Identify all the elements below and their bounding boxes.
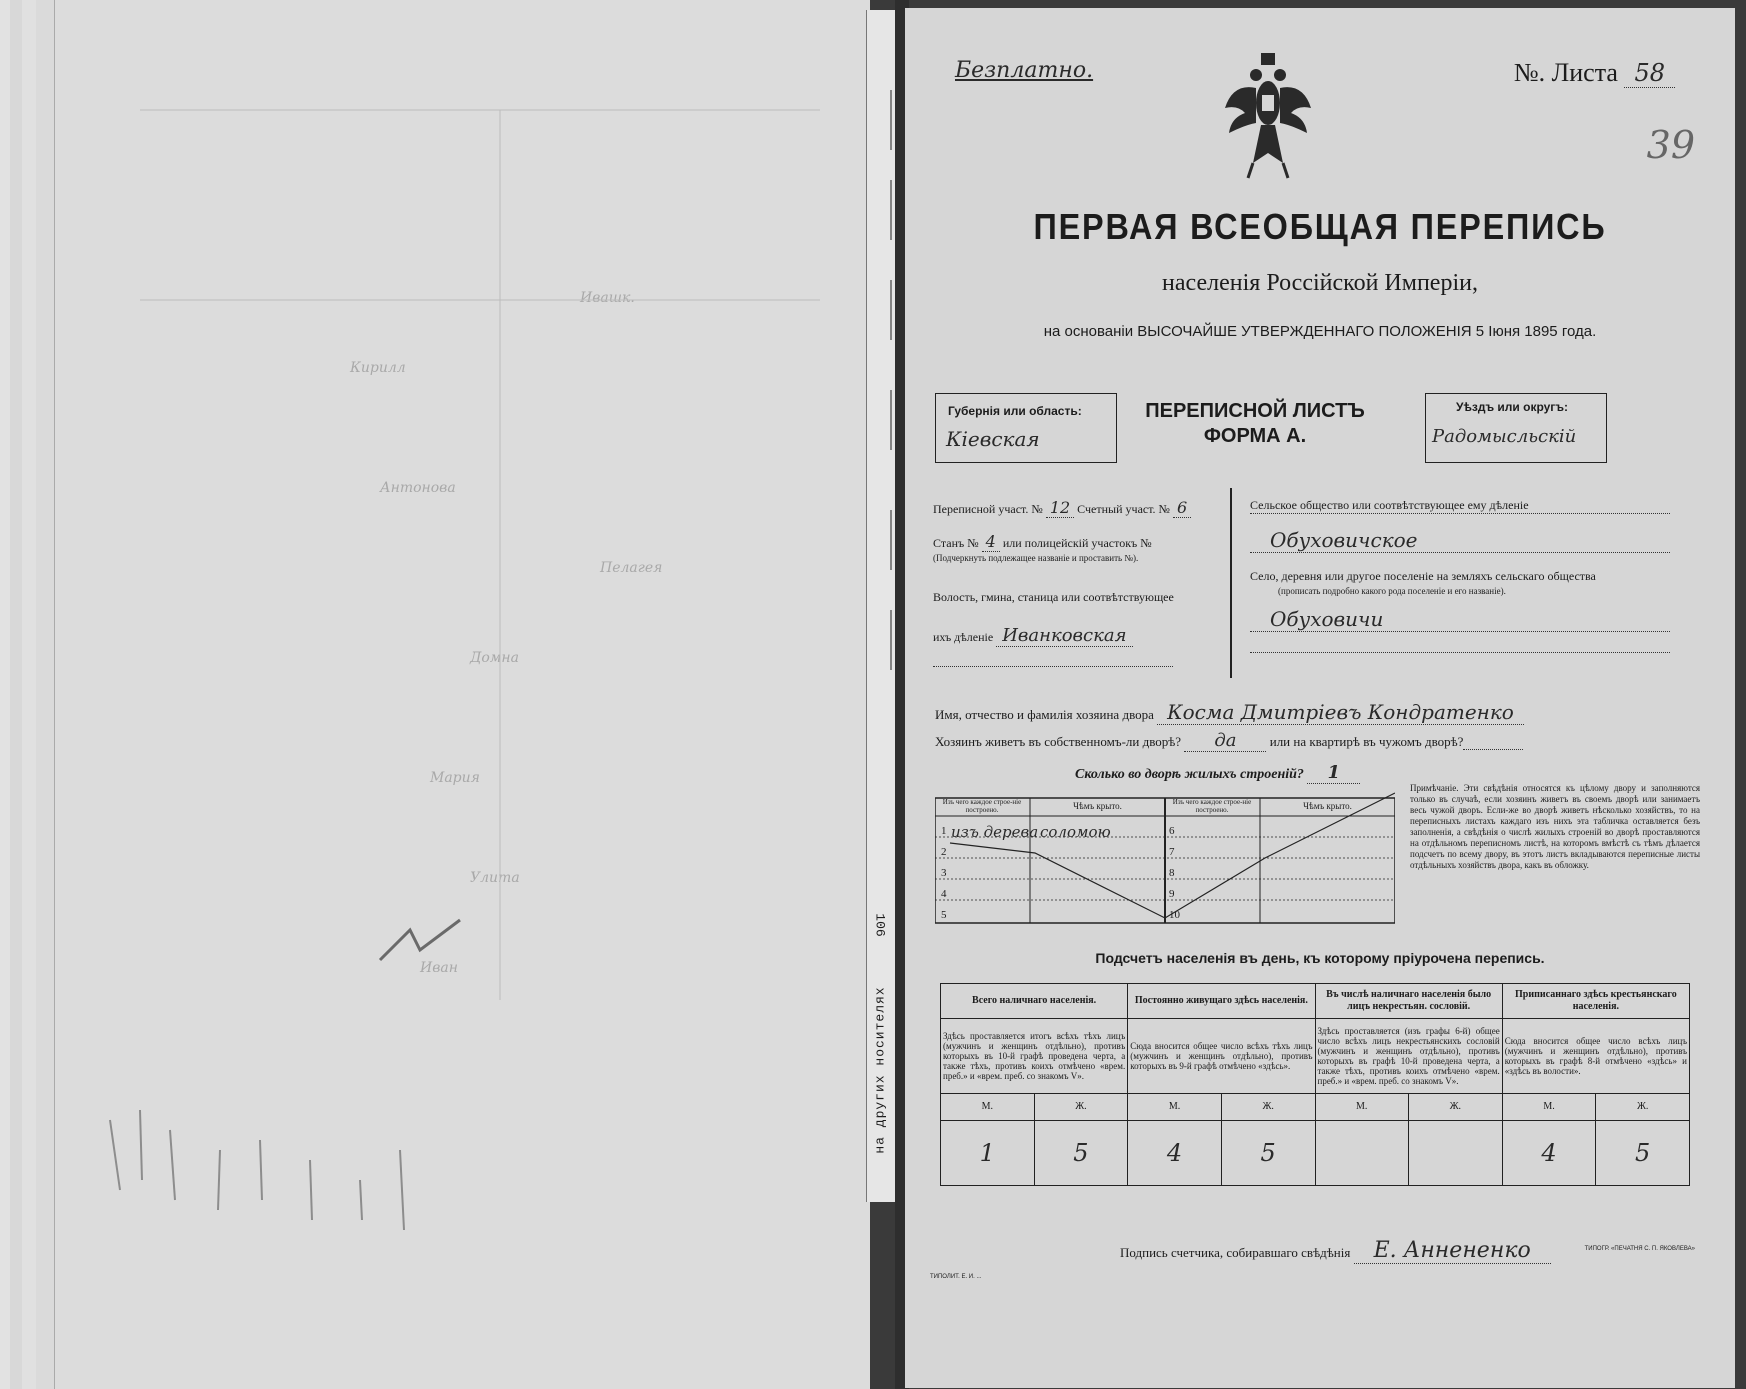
male-count: 4 bbox=[1128, 1121, 1222, 1186]
district-box bbox=[1425, 393, 1607, 463]
owner-name-value: Косма Дмитріевъ Кондратенко bbox=[1157, 700, 1524, 725]
page-edge bbox=[36, 0, 55, 1389]
printer-mark-right: ТИПОГР. «ПЕЧАТНЯ С. П. ЯКОВЛЕВА» bbox=[1584, 1246, 1695, 1252]
col-title: Приписаннаго здѣсь крестьянскаго населенія. bbox=[1502, 984, 1689, 1019]
printer-mark-left: ТИПОЛИТ. Е. И. ... bbox=[930, 1274, 982, 1280]
row-number: 3 bbox=[941, 867, 947, 879]
male-header: М. bbox=[1502, 1094, 1596, 1121]
signature-label: Подпись счетчика, собиравшаго свѣдѣнія bbox=[1120, 1245, 1351, 1260]
volost-label2: ихъ дѣленіе bbox=[933, 630, 994, 644]
stan-label: Станъ № bbox=[933, 536, 979, 550]
buildings-col2-header: Чѣмъ крыто. bbox=[1073, 801, 1122, 811]
district-value: Радомысльскій bbox=[1432, 426, 1577, 447]
bleed-text: Улита bbox=[470, 870, 520, 886]
bleed-text: Домна bbox=[470, 650, 519, 666]
page-subtitle: населенія Россійской Имперіи, bbox=[1162, 270, 1478, 296]
buildings-count-value: 1 bbox=[1307, 762, 1360, 784]
volost-label: Волость, гмина, станица или соотвѣтствующее bbox=[933, 590, 1174, 604]
field-note: (Подчеркнуть подлежащее названіе и проставить №). bbox=[933, 553, 1139, 563]
perepisnoy-label: Переписной участ. № bbox=[933, 502, 1043, 516]
strip-number bbox=[866, 900, 894, 950]
left-fields bbox=[933, 498, 1198, 667]
male-header: М. bbox=[1128, 1094, 1222, 1121]
page-edge bbox=[22, 0, 37, 1389]
col-desc: Сюда вносится общее число всѣхъ тѣхъ лицъ (мужчинъ и женщинъ отдѣльно), противъ которыхъ въ 9-й графѣ отмѣчено «здѣсь». bbox=[1128, 1019, 1315, 1094]
col-desc: Здѣсь проставляется итогъ всѣхъ тѣхъ лицъ (мужчинъ и женщинъ отдѣльно), противъ которыхъ въ 10-й графѣ проведена черта, а также тѣхъ, противъ коихъ отмѣчено «врем. преб.» и «врем. преб. со знакомъ V». bbox=[941, 1019, 1128, 1094]
sheet-number bbox=[1514, 58, 1675, 88]
rent-value bbox=[1463, 734, 1523, 750]
buildings-count-label: Сколько во дворѣ жилыхъ строеній? bbox=[1075, 767, 1304, 782]
fields-divider bbox=[1230, 488, 1232, 678]
region-box bbox=[935, 393, 1117, 463]
bleed-text: Иван bbox=[420, 960, 458, 976]
buildings-row-numbers-right bbox=[1169, 821, 1180, 926]
row-number: 8 bbox=[1169, 867, 1175, 879]
bleed-text: Кирилл bbox=[350, 360, 406, 376]
row-number: 5 bbox=[941, 909, 947, 921]
eagle-emblem-icon bbox=[1223, 53, 1313, 183]
village-note: (прописать подробно какого рода поселеніе и его названіе). bbox=[1278, 586, 1506, 596]
district-label: Уѣздъ или округъ: bbox=[1456, 400, 1569, 414]
building-material-value: изъ дерева bbox=[951, 823, 1039, 841]
row-number: 1 bbox=[941, 825, 947, 837]
owner-residence-row bbox=[935, 730, 1695, 751]
form-title-line2: ФОРМА А. bbox=[1203, 425, 1307, 447]
page-title: ПЕРВАЯ ВСЕОБЩАЯ ПЕРЕПИСЬ bbox=[1033, 206, 1607, 247]
row-number: 10 bbox=[1169, 909, 1180, 921]
stan-value: 4 bbox=[982, 532, 1000, 552]
buildings-col1-header: Изъ чего каждое строе-ніе построено. bbox=[942, 798, 1022, 814]
region-value: Кіевская bbox=[946, 427, 1040, 451]
bleed-text: Ивашк. bbox=[580, 290, 635, 306]
footnote: Примѣчаніе. Эти свѣдѣнія относятся къ цѣлому двору и заполняются только въ случаѣ, если хозяинъ живетъ въ своемъ дворѣ или занимаетъ весь чужой дворъ. Если-же во дворѣ живетъ нѣсколько хозяйствъ, то на переписныхъ листахъ каждаго изъ нихъ эта табличка оставляется безъ заполненія, а свѣдѣнія о числѣ жилыхъ строеній во дворѣ проставляются на отдѣльномъ переписномъ листѣ, на которомъ вмѣстѣ съ тѣмъ дѣлается подсчетъ по всему двору, въ этотъ листъ вкладываются переписные листы отдѣльныхъ хозяйствъ двора, какъ въ обложку. bbox=[1410, 783, 1700, 870]
building-roof-value: соломою bbox=[1040, 823, 1111, 841]
region-label: Губернія или область: bbox=[948, 404, 1082, 418]
population-count-table bbox=[940, 983, 1690, 1186]
row-number: 9 bbox=[1169, 888, 1175, 900]
volost-value: Иванковская bbox=[996, 625, 1132, 647]
sheet-number-value: 58 bbox=[1624, 59, 1675, 88]
buildings-count-row bbox=[1075, 762, 1360, 783]
society-value: Обуховичское bbox=[1250, 528, 1670, 553]
own-yard-value: да bbox=[1184, 730, 1266, 752]
blank-line bbox=[933, 666, 1173, 667]
signature-value: Е. Аннененко bbox=[1354, 1238, 1551, 1264]
row-number: 4 bbox=[941, 888, 947, 900]
female-header: Ж. bbox=[1034, 1094, 1128, 1121]
village-value: Обуховичи bbox=[1250, 607, 1670, 632]
census-form-page bbox=[905, 8, 1735, 1388]
col-title: Постоянно живущаго здѣсь населенія. bbox=[1128, 984, 1315, 1019]
perepisnoy-row bbox=[933, 498, 1198, 517]
form-title-box bbox=[1135, 400, 1375, 448]
faint-lines bbox=[80, 100, 840, 1300]
volost-row bbox=[933, 625, 1198, 646]
rent-label: или на квартирѣ въ чужомъ дворѣ? bbox=[1269, 734, 1464, 749]
bleed-text: Мария bbox=[430, 770, 480, 786]
schetny-value: 6 bbox=[1173, 498, 1191, 518]
form-title-line1: ПЕРЕПИСНОЙ ЛИСТЪ bbox=[1145, 400, 1365, 422]
female-count: 5 bbox=[1034, 1121, 1128, 1186]
right-fields bbox=[1250, 498, 1670, 653]
bleed-text: Антонова bbox=[380, 480, 456, 496]
male-header: М. bbox=[941, 1094, 1035, 1121]
signature-row bbox=[1120, 1238, 1551, 1263]
count-section-heading: Подсчетъ населенія въ день, къ которому пріурочена перепись. bbox=[1095, 950, 1545, 966]
male-count: 4 bbox=[1502, 1121, 1596, 1186]
stan-row bbox=[933, 532, 1198, 551]
col-desc: Здѣсь проставляется (изъ графы 6-й) общее число всѣхъ лицъ некрестьянскихъ сословій (мужчинъ и женщинъ отдѣльно), противъ которыхъ въ графѣ 10-й проведена черта, а также тѣхъ, противъ коихъ отмѣчено «врем. преб.» и «врем. преб. со знакомъ V». bbox=[1315, 1019, 1502, 1094]
female-header: Ж. bbox=[1221, 1094, 1315, 1121]
village-label: Село, деревня или другое поселеніе на земляхъ сельскаго общества bbox=[1250, 569, 1596, 583]
bleed-text: Пелагея bbox=[600, 560, 663, 576]
society-label: Сельское общество или соотвѣтствующее ему дѣленіе bbox=[1250, 498, 1670, 514]
buildings-col1-header: Изъ чего каждое строе-ніе построено. bbox=[1172, 798, 1252, 814]
sheet-number-pencil: 39 bbox=[1646, 123, 1695, 167]
owner-name-row bbox=[935, 700, 1695, 724]
female-count: 5 bbox=[1596, 1121, 1690, 1186]
sheet-number-label: №. Листа bbox=[1513, 58, 1618, 87]
col-title: Въ числѣ наличнаго населенія было лицъ некрестьян. сословій. bbox=[1315, 984, 1502, 1019]
male-count: 1 bbox=[941, 1121, 1035, 1186]
free-label: Безплатно. bbox=[955, 58, 1094, 83]
police-label: или полицейскій участокъ № bbox=[1002, 536, 1152, 550]
buildings-col2-header: Чѣмъ крыто. bbox=[1303, 801, 1352, 811]
col-desc: Сюда вносится общее число всѣхъ лицъ (мужчинъ и женщинъ отдѣльно), противъ которыхъ въ графѣ 8-й отмѣчено «здѣсь» и «здѣсь въ волости». bbox=[1502, 1019, 1689, 1094]
col-title: Всего наличнаго населенія. bbox=[941, 984, 1128, 1019]
legal-basis: на основаніи ВЫСОЧАЙШЕ УТВЕРЖДЕННАГО ПОЛОЖЕНІЯ 5 Іюня 1895 года. bbox=[1043, 323, 1597, 340]
female-header: Ж. bbox=[1408, 1094, 1502, 1121]
blank-line bbox=[1250, 652, 1670, 653]
female-count: 5 bbox=[1221, 1121, 1315, 1186]
left-page bbox=[0, 0, 870, 1389]
owner-name-label: Имя, отчество и фамилія хозяина двора bbox=[935, 707, 1154, 722]
schetny-label: Счетный участ. № bbox=[1077, 502, 1171, 516]
male-count bbox=[1315, 1121, 1408, 1186]
row-number: 6 bbox=[1169, 825, 1175, 837]
strip-label-text: на других носителях bbox=[872, 986, 888, 1154]
male-header: М. bbox=[1315, 1094, 1408, 1121]
strip-label bbox=[866, 950, 894, 1190]
buildings-row-numbers-left bbox=[941, 821, 947, 926]
own-yard-label: Хозяинъ живетъ въ собственномъ-ли дворѣ? bbox=[935, 734, 1182, 749]
perepisnoy-value: 12 bbox=[1046, 498, 1074, 518]
row-number: 7 bbox=[1169, 846, 1175, 858]
female-header: Ж. bbox=[1596, 1094, 1690, 1121]
female-count bbox=[1408, 1121, 1502, 1186]
strip-number-text: 106 bbox=[872, 913, 888, 937]
row-number: 2 bbox=[941, 846, 947, 858]
